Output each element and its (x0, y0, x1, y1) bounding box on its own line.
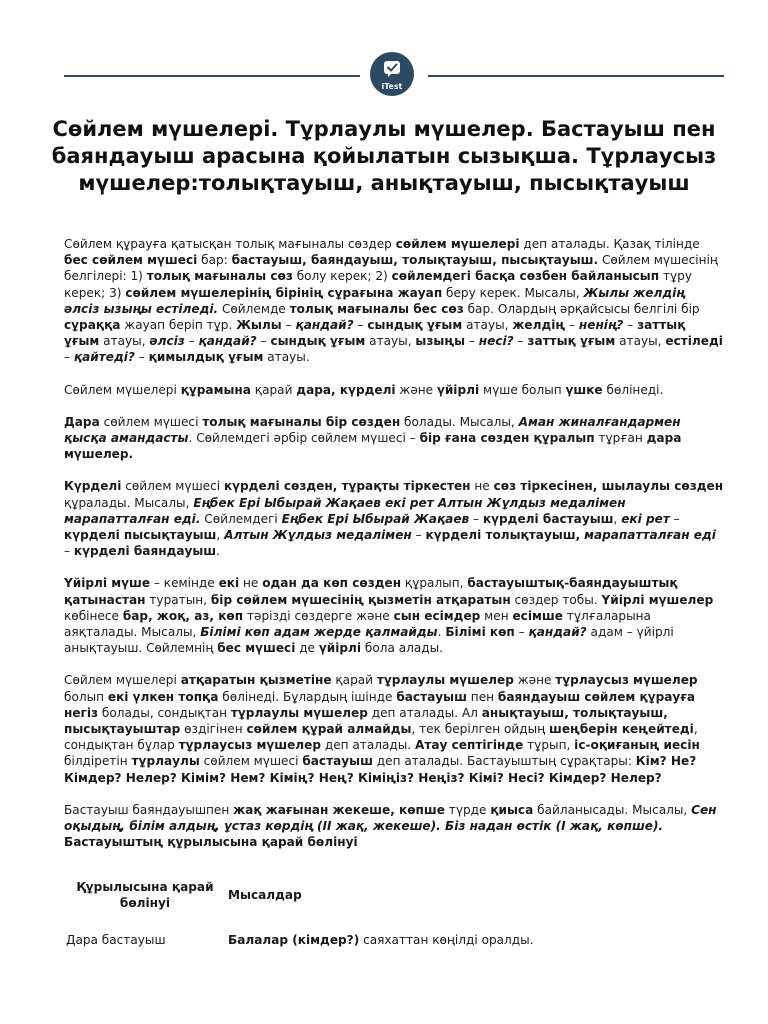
text-run: білдіретін (64, 754, 132, 769)
text-run: тұрлаусыз мүшелер (555, 673, 698, 688)
text-run: тұру керек; 3) (64, 269, 692, 300)
text-run: қандай? (198, 334, 257, 349)
text-run: сындық ұғым (367, 318, 463, 333)
text-run: дара, күрделі (296, 382, 396, 397)
text-run: қиыса (490, 802, 534, 817)
text-run: болу керек; 2) (292, 269, 392, 284)
text-run: – (469, 511, 483, 526)
text-run: атауы, (462, 318, 513, 333)
text-run: сөйлемдегі басқа сөзбен байланысып (391, 269, 660, 284)
text-run: қимылдық ұғым (148, 350, 264, 365)
text-run: Білімі көп адам жерде қалмайды (200, 625, 438, 640)
text-run: . (216, 544, 221, 559)
text-run: марапатталған еді (584, 528, 716, 543)
text-run: – (64, 350, 74, 365)
text-run: дара мүшелер. (64, 431, 682, 462)
text-run: күрделі баяндауыш (73, 544, 217, 559)
text-run: тұрлаулы мүшелер (376, 673, 514, 688)
text-run: Сөйлем құрауға қатысқан толық мағыналы сөздер (64, 237, 396, 251)
text-run: үйірлі (318, 641, 362, 656)
text-run: Сөйлем мүшелері (64, 673, 181, 688)
text-run: несі? (478, 334, 514, 349)
text-run: – (353, 318, 368, 333)
text-run: естіледі (665, 334, 723, 349)
text-run: тұрлаулы (131, 754, 200, 769)
table-header-examples: Мысалдар (228, 887, 302, 902)
text-run: құралады. Мысалы, (64, 495, 194, 510)
text-run: ненің? (578, 318, 624, 333)
text-run: , тек берілген ойдың (411, 722, 549, 737)
paragraph-main-members (64, 672, 724, 785)
text-run: байланысады. Мысалы, (533, 802, 692, 817)
text-run: Балалар (кімдер?) (228, 932, 360, 947)
text-run: тәрізді сөздерге және (243, 608, 394, 623)
text-run: сұраққа (64, 318, 121, 333)
text-run: деп аталады. Бастауыштың сұрақтары: (372, 754, 636, 769)
text-run: жауап беріп тұр. (120, 318, 237, 333)
text-run: , (613, 511, 622, 526)
text-run: атауы, (615, 334, 666, 349)
text-run: – (184, 334, 199, 349)
text-run: атауы, (99, 334, 150, 349)
text-run: Сөйлем мүшелері (64, 382, 181, 397)
text-run: Атау септігінде (415, 738, 524, 753)
text-run: толық мағыналы сөз (146, 269, 293, 284)
text-run: Сөйлемдегі (200, 511, 282, 526)
text-run: тұлғаларына аяқталады. Мысалы, (64, 608, 651, 640)
text-run: күрделі бастауыш (482, 511, 614, 526)
text-run: бір ғана сөзден құралып (419, 431, 595, 446)
text-run: – (623, 318, 638, 333)
text-run: бар: (197, 253, 232, 268)
text-run: қандай? (528, 625, 587, 640)
text-run: Дара (64, 414, 100, 429)
text-run: сын есімдер (393, 608, 481, 623)
text-run: өздігінен (180, 722, 247, 737)
text-run: – (281, 318, 296, 333)
text-run: есімше (512, 608, 563, 623)
text-run: бола алады. (361, 641, 444, 656)
text-run: тұрып, (523, 738, 575, 753)
text-run: болады. Мысалы, (400, 414, 519, 429)
text-run: үйірлі (436, 382, 480, 397)
text-run: күрделі толықтауыш, (425, 528, 581, 543)
logo-text: iTest (381, 82, 403, 91)
text-run: не (239, 576, 263, 591)
text-run: бес мүшесі (217, 641, 296, 656)
text-run: , (216, 528, 225, 543)
text-run: туратын, (145, 592, 211, 607)
text-run: Үйірлі мүше (64, 576, 151, 591)
text-run: Еңбек Ері Ыбырай Жақаев екі рет Алтын Жұлдыз медалімен марапатталған еді. (64, 495, 626, 526)
text-run: . Сөйлемдегі әрбір сөйлем мүшесі – (188, 431, 420, 446)
text-run: деп аталады. (320, 738, 415, 753)
text-run: және (513, 673, 556, 688)
text-run: шеңберін кеңейтеді (549, 722, 694, 737)
text-run: Аман жиналғандармен қысқа амандасты (64, 414, 681, 446)
text-run: Кім? Не? Кімдер? Нелер? Кімім? Нем? Кімің? Нең? Кіміңіз? Неңіз? Кімі? Несі? Кімдер? Нелер? (64, 754, 697, 785)
text-run: – (465, 334, 479, 349)
text-run: бөлінеді. Бұлардың ішінде (218, 689, 397, 704)
text-run: пен (466, 689, 498, 704)
text-run: екі үлкен топқа (107, 689, 219, 704)
text-run: көбінесе (64, 608, 123, 623)
text-run: атауы. (263, 350, 310, 365)
text-run: күрделі сөзден, тұрақты тіркестен (223, 479, 471, 494)
text-run: қандай? (295, 318, 354, 333)
text-run: Еңбек Ері Ыбырай Жақаев (281, 511, 470, 526)
text-run: екі рет (621, 511, 670, 526)
text-run: баяндауыш сөйлем құрауға негіз (64, 689, 696, 720)
text-run: іс-оқиғаның иесін (574, 738, 700, 753)
text-run: , сондықтан бұлар (64, 722, 698, 753)
text-run: желдің (512, 318, 566, 333)
text-run: үшке (565, 382, 603, 397)
text-run: қарай (250, 382, 297, 397)
text-run: саяхаттан көңілді оралды. (359, 932, 534, 947)
paragraph-complex-member (64, 478, 724, 559)
text-run: атауы, (365, 334, 416, 349)
text-run: – (514, 625, 529, 640)
text-run: Үйірлі мүшелер (601, 592, 714, 607)
text-run: Сен оқыдың, білім алдың, ұстаз көрдің (ІІ жақ, жекеше). Біз надан өстік (І жақ, көпше). (64, 802, 717, 834)
text-run: – (134, 350, 149, 365)
text-run: сөздер тобы. (510, 592, 602, 607)
paragraph-simple-member (64, 414, 724, 463)
text-run: сындық ұғым (270, 334, 366, 349)
text-run: жақ жағынан жекеше, көпше (233, 802, 445, 817)
text-run: сөйлем мүшесі (99, 414, 203, 429)
header-divider-left (64, 75, 360, 77)
text-run: екі (218, 576, 240, 591)
text-run: бастауыш, баяндауыш, толықтауыш, пысықтауыш. (231, 253, 599, 268)
header-divider-right (428, 75, 724, 77)
table-header-row (62, 870, 534, 920)
text-run: анықтауыш, толықтауыш, пысықтауыштар (64, 705, 668, 737)
text-run: – (256, 334, 271, 349)
text-run: – (669, 511, 680, 526)
text-run: бастауыш (302, 754, 373, 769)
text-run: не (470, 479, 494, 494)
text-run: сөйлем құрай алмайды (246, 722, 412, 737)
paragraph-group-member (64, 575, 724, 656)
table-header-structure: Құрылысына қарай бөлінуі (76, 879, 214, 910)
text-run: деп аталады. Ал (367, 705, 482, 720)
text-run: Күрделі (64, 479, 122, 494)
paragraph-composition (64, 382, 724, 398)
paragraph-agreement (64, 802, 724, 834)
text-run: Жылы (236, 318, 282, 333)
text-run: Жылы желдің әлсіз ызыңы естіледі. (64, 285, 685, 316)
text-run: тұрлаулы мүшелер (230, 705, 368, 720)
article-body (64, 236, 724, 958)
text-run: түрде (444, 802, 491, 817)
table-row (62, 920, 534, 958)
text-run: болып (64, 689, 108, 704)
text-run: бес сөйлем мүшесі (64, 253, 198, 268)
itest-logo[interactable] (370, 52, 414, 96)
text-run: сөз тіркесінен, шылаулы сөзден (493, 479, 724, 494)
text-run: – (513, 334, 528, 349)
text-run: одан да көп сөзден (262, 576, 402, 591)
text-run: адам – үйірлі анықтауыш. Сөйлемнің (64, 625, 674, 656)
page-title: Сөйлем мүшелері. Тұрлаулы мүшелер. Бастауыш пен баяндауыш арасына қойылатын сызықша. Тұрлаусыз мүшелер:толықтауыш, анықтауыш, пысықтауыш (51, 117, 717, 195)
text-run: сөйлем мүшелерінің бірінің сұрағына жауап (125, 285, 443, 300)
text-run: Сөйлемде (218, 301, 290, 316)
text-run: толық мағыналы бір сөзден (202, 414, 401, 429)
text-run: толық мағыналы бес сөз (289, 301, 464, 316)
text-run: Сөйлем мүшесінің белгілері: 1) (64, 253, 718, 284)
text-run: беру керек. Мысалы, (442, 285, 584, 300)
text-run: бар. Олардың әрқайсысы белгілі бір (463, 301, 700, 316)
text-run: деп аталады. Қазақ тілінде (519, 237, 700, 251)
paragraph-definition (64, 236, 724, 366)
text-run: ызыңы (415, 334, 466, 349)
text-run: . (437, 625, 446, 640)
text-run: күрделі пысықтауыш (64, 528, 217, 543)
text-run: – (411, 528, 426, 543)
text-run: Алтын Жұлдыз медалімен (224, 528, 412, 543)
text-run: заттық ұғым (64, 318, 686, 349)
table-cell-example (228, 920, 534, 958)
text-run: қайтеді? (73, 350, 135, 365)
text-run: тұрған (594, 431, 647, 446)
text-run: заттық ұғым (527, 334, 616, 349)
text-run: болады, сондықтан (98, 705, 231, 720)
text-run: Бастауыш баяндауышпен (64, 802, 234, 817)
table-cell-type: Дара бастауыш (66, 932, 166, 947)
section-heading-text: Бастауыштың құрылысына қарай бөлінуі (64, 835, 358, 850)
text-run: бір сөйлем мүшесінің қызметін атқаратын (210, 592, 511, 607)
section-heading (64, 834, 724, 850)
text-run: Білімі көп (445, 625, 515, 640)
text-run: мен (480, 608, 513, 623)
text-run: бастауыштық-баяндауыштық қатынастан (64, 576, 678, 607)
text-run: сөйлем мүшесі (199, 754, 303, 769)
checkmark-badge-icon (382, 59, 402, 79)
text-run: бастауыш (396, 689, 467, 704)
subject-structure-table (62, 870, 534, 958)
text-run: сөйлем мүшесі (121, 479, 224, 494)
text-run: – (565, 318, 579, 333)
text-run: әлсіз (149, 334, 185, 349)
text-run: бар, жоқ, аз, көп (122, 608, 244, 623)
text-run: – кемінде (150, 576, 219, 591)
text-run: – (64, 544, 74, 559)
text-run: қарай (331, 673, 377, 688)
text-run: құрамына (180, 382, 251, 397)
text-run: мүше болып (479, 382, 566, 397)
text-run: құралып, (401, 576, 468, 591)
text-run: және (395, 382, 437, 397)
text-run: бөлінеді. (602, 382, 664, 397)
text-run: де (295, 641, 319, 656)
text-run: сөйлем мүшелері (395, 237, 520, 251)
text-run: тұрлаусыз мүшелер (178, 738, 321, 753)
page-header (64, 50, 724, 102)
text-run: атқаратын қызметіне (180, 673, 332, 688)
